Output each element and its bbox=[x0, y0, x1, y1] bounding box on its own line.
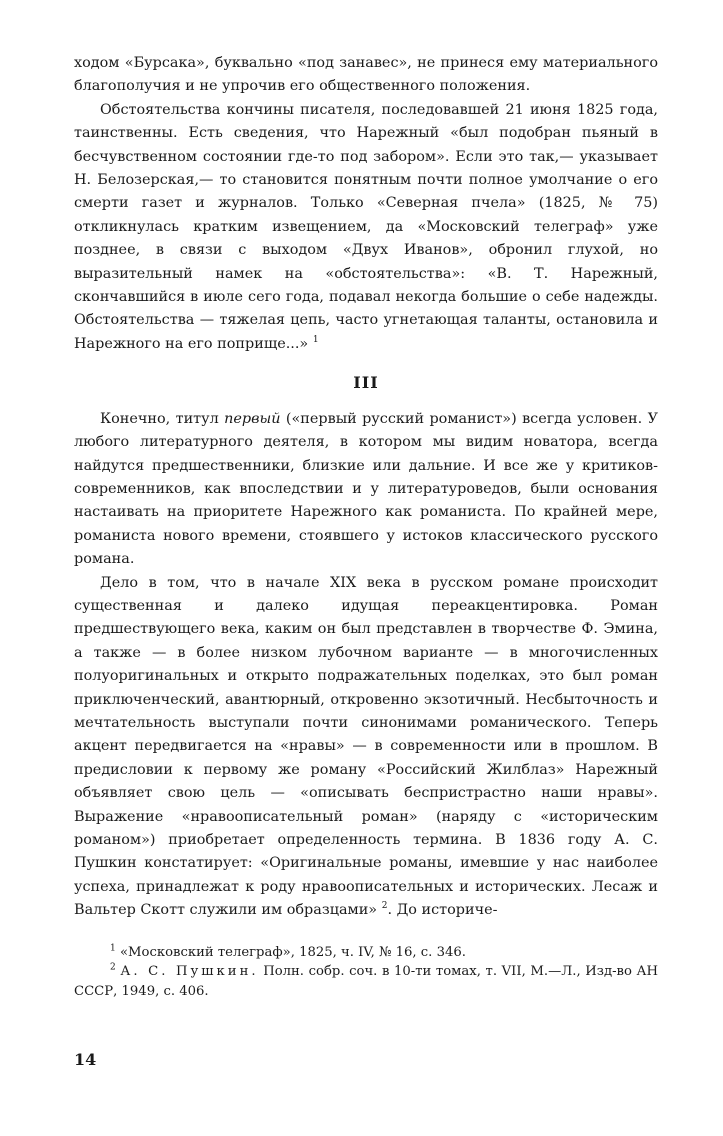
footnote-2-author: А. С. Пушкин. bbox=[120, 964, 259, 980]
footnote-2-text: Полн. собр. соч. в 10-ти томах, т. VII, М.—Л., Изд-во АН СССР, 1949, с. 406. bbox=[74, 964, 658, 999]
footnote-2-mark: 2 bbox=[110, 962, 116, 973]
footnote-ref-1: 1 bbox=[312, 335, 319, 346]
paragraph-3-italic: первый bbox=[224, 410, 281, 427]
paragraph-4-end: . До историче- bbox=[387, 902, 498, 919]
paragraph-1 bbox=[74, 52, 658, 99]
footnotes bbox=[74, 943, 658, 1002]
paragraph-2-text: Обстоятельства кончины писателя, последовавшей 21 июня 1825 года, таинственны. Есть сведения, что Нарежный «был подобран пьяный в бесчувственном состоянии где-то под забором». Если это так,— указывает Н. Белозерская,— то становится понятным почти полное умолчание о его смерти газет и журналов. Только «Северная пчела» (1825, № 75) откликнулась кратким извещением, да «Московский телеграф» уже позднее, в связи с выходом «Двух Иванов», обронил глухой, но выразительный намек на «обстоятельства»: «В. Т. Нарежный, скончавшийся в июле сего года, подавал некогда большие о себе надежды. Обстоятельства — тяжелая цепь, часто угнетающая таланты, остановила и Нарежного на его поприще...» bbox=[74, 101, 658, 352]
paragraph-1-text: ходом «Бурсака», буквально «под занавес», не принеся ему материального благополучия и не упрочив его общественного положения. bbox=[74, 55, 658, 95]
paragraph-3-text-after: («первый русский романист») всегда условен. У любого литературного деятеля, в котором мы видим новатора, всегда найдутся предшественники, близкие или дальние. И все же у критиков-современников, как впоследствии и у литературоведов, были основания настаивать на приоритете Нарежного как романиста. По крайней мере, романиста нового времени, стоявшего у истоков классического русского романа. bbox=[74, 410, 658, 568]
paragraph-4-text: Дело в том, что в начале XIX века в русском романе происходит существенная и далеко идущая переакцентировка. Роман предшествующего века, каким он был представлен в творчестве Ф. Эмина, а также — в более низком лубочном варианте — в многочисленных полуоригинальных и открыто подражательных поделках, это был роман приключенческий, авантюрный, откровенно экзотичный. Несбыточность и мечтательность выступали почти синонимами романического. Теперь акцент передвигается на «нравы» — в современности или в прошлом. В предисловии к первому же роману «Российский Жилблаз» Нарежный объявляет свою цель — «описывать беспристрастно наши нравы». Выражение «нравоописательный роман» (наряду с «историческим романом») приобретает определенность термина. В 1836 году А. С. Пушкин констатирует: «Оригинальные романы, имевшие у нас наиболее успеха, принадлежат к роду нравоописательных и исторических. Лесаж и Вальтер Скотт служили им образцами» bbox=[74, 574, 658, 919]
paragraph-3-text-before: Конечно, титул bbox=[100, 410, 225, 427]
book-page bbox=[74, 52, 658, 1001]
paragraph-3 bbox=[74, 408, 658, 572]
footnote-1 bbox=[74, 943, 658, 963]
footnote-2 bbox=[74, 962, 658, 1001]
footnote-ref-2: 2 bbox=[381, 901, 388, 912]
section-heading: III bbox=[353, 373, 379, 393]
page-number: 14 bbox=[74, 1050, 97, 1069]
paragraph-2 bbox=[74, 99, 658, 356]
footnote-1-mark: 1 bbox=[110, 943, 116, 954]
footnote-1-text: «Московский телеграф», 1825, ч. IV, № 16, с. 346. bbox=[119, 944, 466, 960]
paragraph-4 bbox=[74, 572, 658, 923]
